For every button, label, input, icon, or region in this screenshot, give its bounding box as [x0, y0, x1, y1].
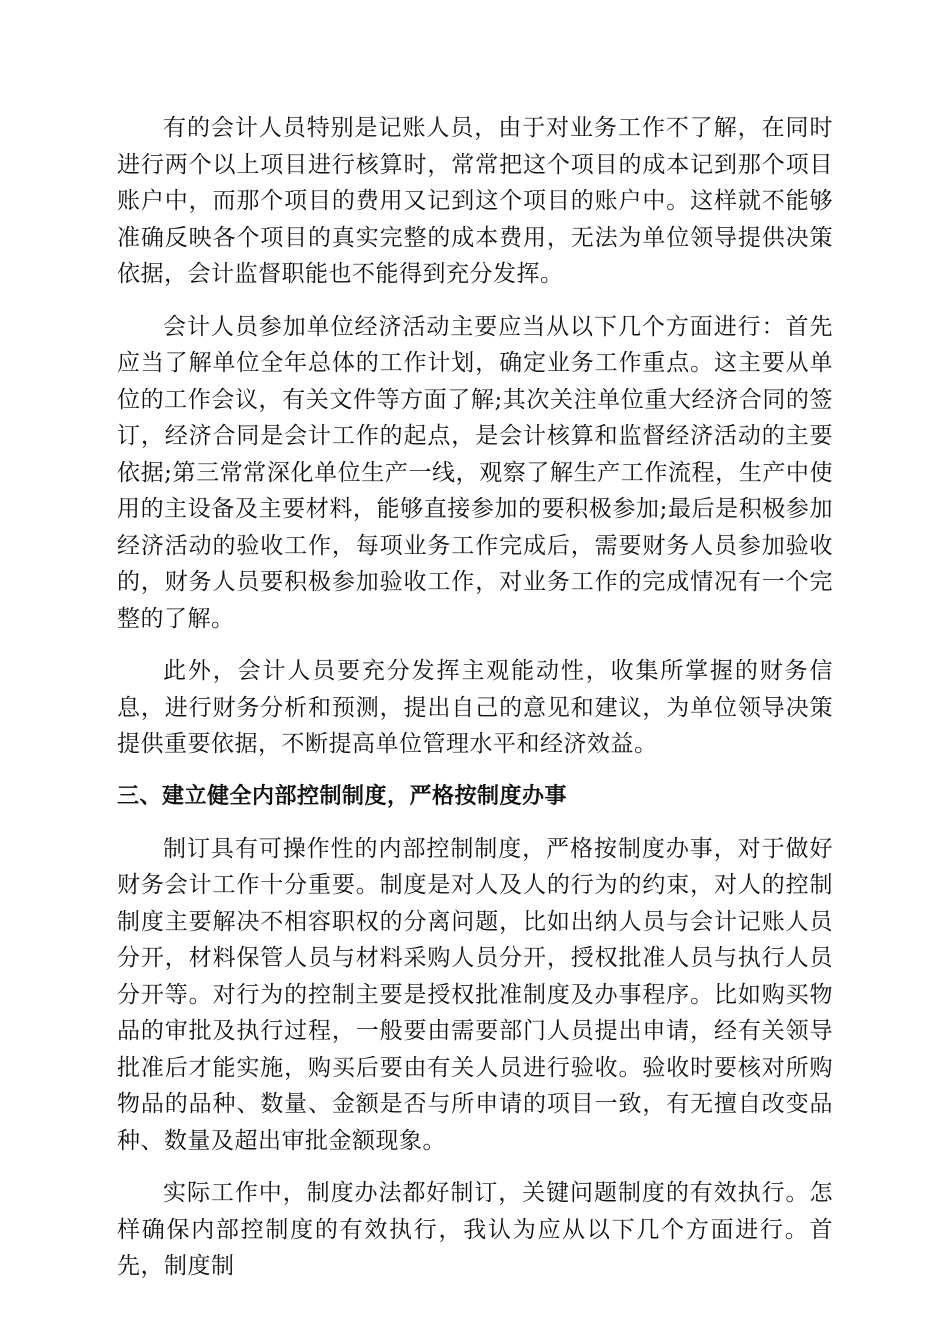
paragraph-gap: [117, 637, 833, 653]
paragraph-execution: 实际工作中，制度办法都好制订，关键问题制度的有效执行。怎样确保内部控制度的有效执行，我认为应从以下几个方面进行。首先，制度制: [117, 1180, 833, 1279]
paragraph-economic-activities: 会计人员参加单位经济活动主要应当从以下几个方面进行：首先应当了解单位全年总体的工作计划，确定业务工作重点。这主要从单位的工作会议，有关文件等方面了解;其次关注单位重大经济合同的签订，经济合同是会计工作的起点，是会计核算和监督经济活动的主要依据;第三常常深化单位生产一线，观察了解生产工作流程，生产中使用的主设备及主要材料，能够直接参加的要积极参加;最后是积极参加经济活动的验收工作，每项业务工作完成后，需要财务人员参加验收的，财务人员要积极参加验收工作，对业务工作的完成情况有一个完整的了解。: [117, 313, 833, 632]
document-page: [117, 110, 833, 1285]
paragraph-gap: [117, 763, 833, 779]
paragraph-initiative: 此外，会计人员要充分发挥主观能动性，收集所掌握的财务信息，进行财务分析和预测，提出自己的意见和建议，为单位领导决策提供重要依据，不断提高单位管理水平和经济效益。: [117, 658, 833, 757]
section-heading: 三、建立健全内部控制制度，严格按制度办事: [117, 783, 568, 809]
paragraph-gap: [117, 815, 833, 831]
paragraph-cost-misallocation: 有的会计人员特别是记账人员，由于对业务工作不了解，在同时进行两个以上项目进行核算时，常常把这个项目的成本记到那个项目账户中，而那个项目的费用又记到这个项目的账户中。这样就不能够准确反映各个项目的真实完整的成本费用，无法为单位领导提供决策依据，会计监督职能也不能得到充分发挥。: [117, 115, 833, 287]
paragraph-gap: [117, 293, 833, 309]
paragraph-gap: [117, 1159, 833, 1175]
paragraph-internal-control: 制订具有可操作性的内部控制制度，严格按制度办事，对于做好财务会计工作十分重要。制度是对人及人的行为的约束，对人的控制制度主要解决不相容职权的分离问题，比如出纳人员与会计记账人员分开，材料保管人员与材料采购人员分开，授权批准人员与执行人员分开等。对行为的控制主要是授权批准制度及办事程序。比如购买物品的审批及执行过程，一般要由需要部门人员提出申请，经有关领导批准后才能实施，购买后要由有关人员进行验收。验收时要核对所购物品的品种、数量、金额是否与所申请的项目一致，有无擅自改变品种、数量及超出审批金额现象。: [117, 835, 833, 1154]
